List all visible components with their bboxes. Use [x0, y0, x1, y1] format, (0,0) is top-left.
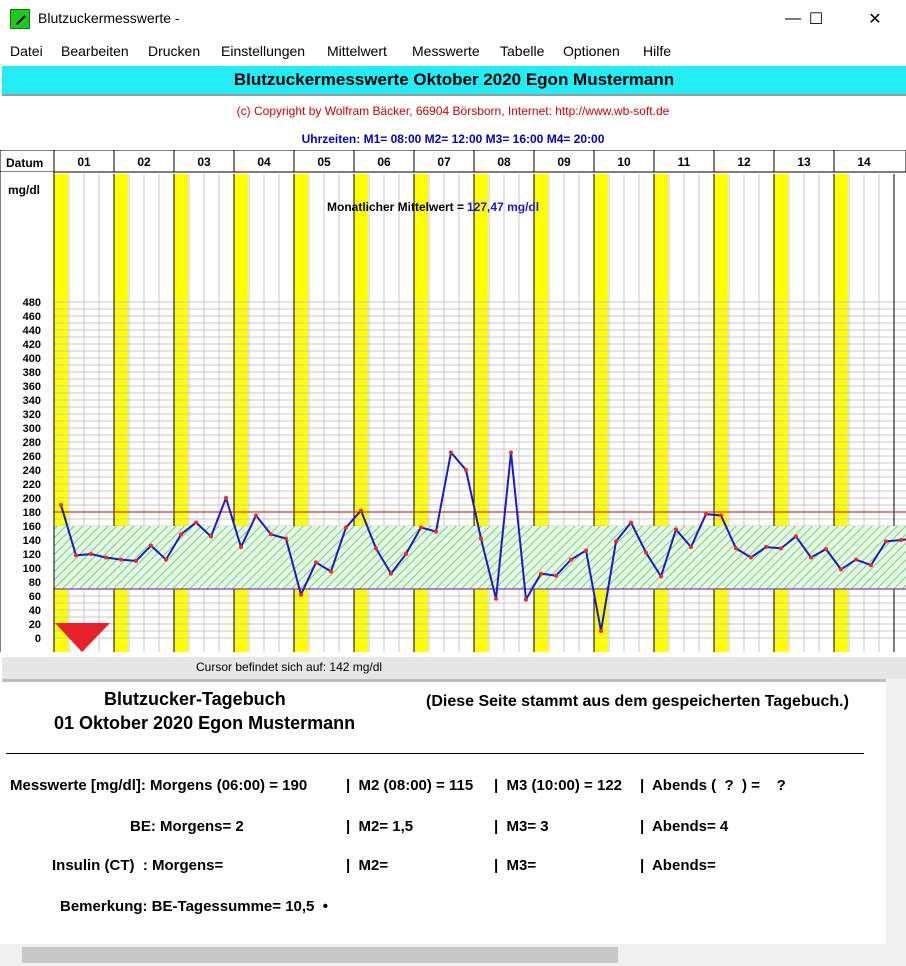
day-label-04[interactable]: 04	[257, 155, 271, 169]
glucose-point[interactable]	[194, 521, 198, 525]
glucose-point[interactable]	[269, 532, 273, 536]
be-abends[interactable]: | Abends= 4	[640, 818, 729, 835]
app-icon	[10, 9, 30, 29]
cursor-readout: Cursor befindet sich auf: 142 mg/dl	[196, 660, 383, 674]
y-tick-label: 320	[22, 409, 41, 421]
glucose-point[interactable]	[704, 512, 708, 516]
y-tick-label: 280	[22, 437, 41, 449]
y-tick-label: 20	[28, 619, 41, 631]
glucose-point[interactable]	[884, 539, 888, 543]
y-tick-label: 60	[28, 591, 41, 603]
y-tick-label: 300	[22, 423, 41, 435]
glucose-point[interactable]	[584, 549, 588, 553]
y-tick-label: 360	[22, 381, 41, 393]
glucose-point[interactable]	[839, 567, 843, 571]
glucose-point[interactable]	[179, 532, 183, 536]
diary-date-name: 01 Oktober 2020 Egon Mustermann	[54, 713, 356, 733]
glucose-point[interactable]	[779, 546, 783, 550]
glucose-point[interactable]	[464, 468, 468, 472]
maximize-button[interactable]: ☐	[808, 11, 824, 28]
glucose-point[interactable]	[644, 551, 648, 555]
insulin-abends: | Abends=	[640, 857, 716, 874]
y-tick-label: 220	[22, 479, 41, 491]
y-tick-label: 140	[22, 535, 41, 547]
y-tick-label: 260	[22, 451, 41, 463]
glucose-point[interactable]	[599, 629, 603, 633]
close-button[interactable]: ✕	[868, 11, 882, 28]
y-tick-label: 180	[22, 507, 41, 519]
glucose-point[interactable]	[629, 521, 633, 525]
chart-banner: Blutzuckermesswerte Oktober 2020 Egon Mustermann	[2, 66, 906, 96]
day-label-10[interactable]: 10	[617, 155, 631, 169]
messwerte-m3: | M3 (10:00) = 122	[494, 777, 623, 794]
day-label-14[interactable]: 14	[857, 155, 871, 169]
menu-mittelwert[interactable]: Mittelwert	[327, 43, 387, 59]
menu-datei[interactable]: Datei	[10, 43, 43, 59]
y-tick-label: 160	[22, 521, 41, 533]
menu-bar	[0, 38, 906, 64]
day-label-05[interactable]: 05	[317, 155, 331, 169]
y-tick-label: 480	[22, 297, 41, 309]
glucose-point[interactable]	[404, 552, 408, 556]
measurement-times: Uhrzeiten: M1= 08:00 M2= 12:00 M3= 16:00 M4= 20:00	[301, 132, 605, 146]
glucose-point[interactable]	[899, 538, 903, 542]
glucose-point[interactable]	[749, 556, 753, 560]
glucose-point[interactable]	[434, 530, 438, 534]
insulin-m3: | M3=	[494, 857, 537, 874]
glucose-point[interactable]	[419, 525, 423, 529]
y-tick-label: 80	[28, 577, 41, 589]
diary-panel	[2, 679, 886, 947]
blood-sugar-chart[interactable]	[0, 150, 906, 660]
mean-label	[327, 200, 539, 214]
glucose-point[interactable]	[104, 556, 108, 560]
insulin-m2: | M2=	[346, 857, 389, 874]
day-label-12[interactable]: 12	[737, 155, 751, 169]
glucose-point[interactable]	[149, 544, 153, 548]
glucose-point[interactable]	[299, 593, 303, 597]
be-morgens: BE: Morgens= 2	[130, 818, 244, 835]
date-header-row	[0, 150, 906, 172]
glucose-point[interactable]	[314, 560, 318, 564]
remark-text: Bemerkung: BE-Tagessumme= 10,5 •	[60, 898, 328, 915]
date-header: Datum	[6, 156, 44, 170]
day-label-07[interactable]: 07	[437, 155, 451, 169]
glucose-point[interactable]	[494, 597, 498, 601]
glucose-point[interactable]	[674, 528, 678, 532]
y-tick-label: 120	[22, 549, 41, 561]
day-label-06[interactable]: 06	[377, 155, 391, 169]
glucose-point[interactable]	[329, 570, 333, 574]
glucose-point[interactable]	[59, 503, 63, 507]
glucose-point[interactable]	[659, 574, 663, 578]
menu-einstellungen[interactable]: Einstellungen	[221, 43, 306, 59]
window-title: Blutzuckermesswerte -	[38, 10, 180, 26]
glucose-point[interactable]	[824, 547, 828, 551]
glucose-point[interactable]	[554, 574, 558, 578]
y-tick-label: 340	[22, 395, 41, 407]
glucose-point[interactable]	[344, 525, 348, 529]
day-label-08[interactable]: 08	[497, 155, 511, 169]
menu-bearbeiten[interactable]: Bearbeiten	[61, 43, 129, 59]
menu-hilfe[interactable]: Hilfe	[643, 43, 672, 59]
day-label-03[interactable]: 03	[197, 155, 211, 169]
glucose-point[interactable]	[734, 546, 738, 550]
glucose-point[interactable]	[689, 545, 693, 549]
glucose-point[interactable]	[719, 514, 723, 518]
horizontal-scrollbar[interactable]	[0, 944, 906, 966]
mean-label-text: Monatlicher Mittelwert =	[327, 200, 465, 214]
glucose-point[interactable]	[614, 539, 618, 543]
day-label-11[interactable]: 11	[677, 155, 691, 169]
unit-label: mg/dl	[8, 183, 40, 197]
mean-value: 127,47 mg/dl	[467, 200, 540, 214]
glucose-point[interactable]	[869, 563, 873, 567]
diary-title: Blutzucker-Tagebuch	[104, 689, 286, 709]
glucose-point[interactable]	[74, 553, 78, 557]
glucose-point[interactable]	[284, 537, 288, 541]
be-m2: | M2= 1,5	[346, 818, 414, 835]
diary-source-note: (Diese Seite stammt aus dem gespeicherten Tagebuch.)	[426, 693, 849, 710]
glucose-point[interactable]	[854, 558, 858, 562]
glucose-point[interactable]	[89, 552, 93, 556]
glucose-point[interactable]	[224, 496, 228, 500]
glucose-point[interactable]	[164, 558, 168, 562]
glucose-point[interactable]	[764, 545, 768, 549]
day-label-09[interactable]: 09	[557, 155, 571, 169]
y-tick-label: 440	[22, 325, 41, 337]
y-tick-label: 460	[22, 311, 41, 323]
horizontal-scroll-thumb[interactable]	[22, 947, 618, 963]
glucose-point[interactable]	[254, 514, 258, 518]
y-tick-label: 40	[28, 605, 41, 617]
be-m3: | M3= 3	[494, 818, 549, 835]
status-bar	[2, 657, 906, 679]
y-tick-label: 0	[34, 633, 41, 645]
messwerte-abends: | Abends ( ? ) = ?	[640, 777, 786, 794]
day-label-13[interactable]: 13	[797, 155, 811, 169]
y-tick-label: 400	[22, 353, 41, 365]
glucose-point[interactable]	[509, 451, 513, 455]
glucose-point[interactable]	[794, 535, 798, 539]
glucose-point[interactable]	[134, 559, 138, 563]
glucose-point[interactable]	[449, 451, 453, 455]
y-tick-label: 240	[22, 465, 41, 477]
glucose-point[interactable]	[359, 509, 363, 513]
menu-drucken[interactable]: Drucken	[148, 43, 201, 59]
glucose-point[interactable]	[524, 598, 528, 602]
glucose-point[interactable]	[389, 572, 393, 576]
day-label-01[interactable]: 01	[77, 155, 91, 169]
messwerte-morgens: Messwerte [mg/dl]: Morgens (06:00) = 190	[10, 777, 308, 794]
messwerte-m2: | M2 (08:00) = 115	[346, 777, 474, 794]
insulin-morgens: Insulin (CT) : Morgens=	[52, 857, 224, 874]
copyright-text: (c) Copyright by Wolfram Bäcker, 66904 Börsborn, Internet: http://www.wb-soft.de	[236, 104, 670, 118]
glucose-point[interactable]	[209, 535, 213, 539]
y-tick-label: 420	[22, 339, 41, 351]
vertical-scrollbar[interactable]	[886, 679, 906, 944]
glucose-point[interactable]	[809, 556, 813, 560]
diary-divider	[6, 753, 864, 754]
menu-tabelle[interactable]: Tabelle	[500, 43, 545, 59]
glucose-point[interactable]	[119, 558, 123, 562]
minimize-button[interactable]: —	[785, 10, 801, 27]
menu-optionen[interactable]: Optionen	[563, 43, 620, 59]
glucose-point[interactable]	[539, 572, 543, 576]
title-bar	[0, 0, 906, 38]
menu-messwerte[interactable]: Messwerte	[412, 43, 480, 59]
y-tick-label: 100	[22, 563, 41, 575]
y-tick-label: 380	[22, 367, 41, 379]
y-tick-label: 200	[22, 493, 41, 505]
glucose-point[interactable]	[479, 537, 483, 541]
glucose-point[interactable]	[569, 558, 573, 562]
glucose-point[interactable]	[374, 546, 378, 550]
glucose-point[interactable]	[239, 545, 243, 549]
day-label-02[interactable]: 02	[137, 155, 151, 169]
